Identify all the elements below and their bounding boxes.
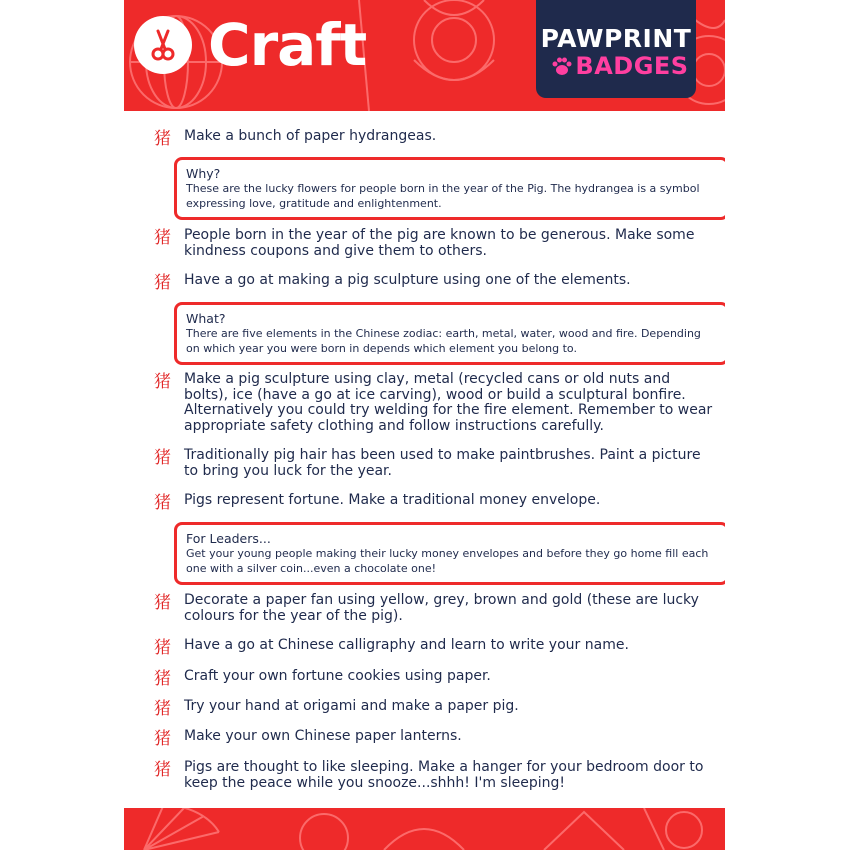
list-item: 猪 Have a go at Chinese calligraphy and learn to write your name. <box>154 637 629 658</box>
pig-character-icon: 猪 <box>154 669 171 689</box>
scissors-icon <box>134 16 192 74</box>
pig-character-icon: 猪 <box>154 593 171 613</box>
note-heading: For Leaders... <box>186 531 271 546</box>
note-box-for-leaders <box>174 522 725 585</box>
list-item: 猪 Make a pig sculpture using clay, metal (recycled cans or old nuts and bolts), ice (have a go at ice carving), wood or build a sculptural bonfire. Alternatively you could try welding for the fire element. Remember to wear appropriate safety clothing and follow instructions carefully. <box>154 371 713 434</box>
note-box-what <box>174 302 725 365</box>
list-item: 猪 Craft your own fortune cookies using paper. <box>154 668 491 689</box>
list-item: 猪 Pigs are thought to like sleeping. Make a hanger for your bedroom door to keep the peace while you snooze...shhh! I'm sleeping! <box>154 759 704 791</box>
pawprint-badges-logo <box>536 0 696 98</box>
pig-character-icon: 猪 <box>154 699 171 719</box>
pig-character-icon: 猪 <box>154 493 171 513</box>
pig-character-icon: 猪 <box>154 273 171 293</box>
pig-character-icon: 猪 <box>154 729 171 749</box>
list-item: 猪 Have a go at making a pig sculpture using one of the elements. <box>154 272 631 293</box>
list-item: 猪 Decorate a paper fan using yellow, grey, brown and gold (these are lucky colours for the year of the pig). <box>154 592 699 624</box>
note-body: There are five elements in the Chinese zodiac: earth, metal, water, wood and fire. Depending on which year you were born in depends which element you belong to. <box>186 327 701 355</box>
list-item: 猪 People born in the year of the pig are known to be generous. Make some kindness coupons and give them to others. <box>154 227 695 259</box>
list-item: 猪 Make a bunch of paper hydrangeas. <box>154 128 437 149</box>
fan-pattern-decoration <box>124 808 725 850</box>
note-heading: Why? <box>186 166 221 181</box>
pig-character-icon: 猪 <box>154 448 171 468</box>
note-body: Get your young people making their lucky money envelopes and before they go home fill each one with a silver coin...even a chocolate one! <box>186 547 709 575</box>
pig-character-icon: 猪 <box>154 638 171 658</box>
note-body: These are the lucky flowers for people born in the year of the Pig. The hydrangea is a symbol expressing love, gratitude and enlightenment. <box>186 182 700 210</box>
pig-character-icon: 猪 <box>154 372 171 392</box>
logo-wordmark-bottom: BADGES <box>575 52 689 80</box>
pig-character-icon: 猪 <box>154 760 171 780</box>
note-heading: What? <box>186 311 226 326</box>
paw-icon <box>551 55 573 77</box>
header-banner <box>124 0 725 111</box>
page-heading <box>134 11 367 79</box>
pig-character-icon: 猪 <box>154 228 171 248</box>
activity-sheet <box>124 0 725 850</box>
page-title: Craft <box>208 11 367 79</box>
list-item: 猪 Try your hand at origami and make a paper pig. <box>154 698 519 719</box>
list-item: 猪 Pigs represent fortune. Make a traditional money envelope. <box>154 492 601 513</box>
note-box-why <box>174 157 725 220</box>
logo-wordmark-top: PAWPRINT <box>540 24 692 53</box>
list-item: 猪 Traditionally pig hair has been used to make paintbrushes. Paint a picture to bring you luck for the year. <box>154 447 701 479</box>
pig-character-icon: 猪 <box>154 129 171 149</box>
list-item: 猪 Make your own Chinese paper lanterns. <box>154 728 462 749</box>
footer-banner <box>124 808 725 850</box>
